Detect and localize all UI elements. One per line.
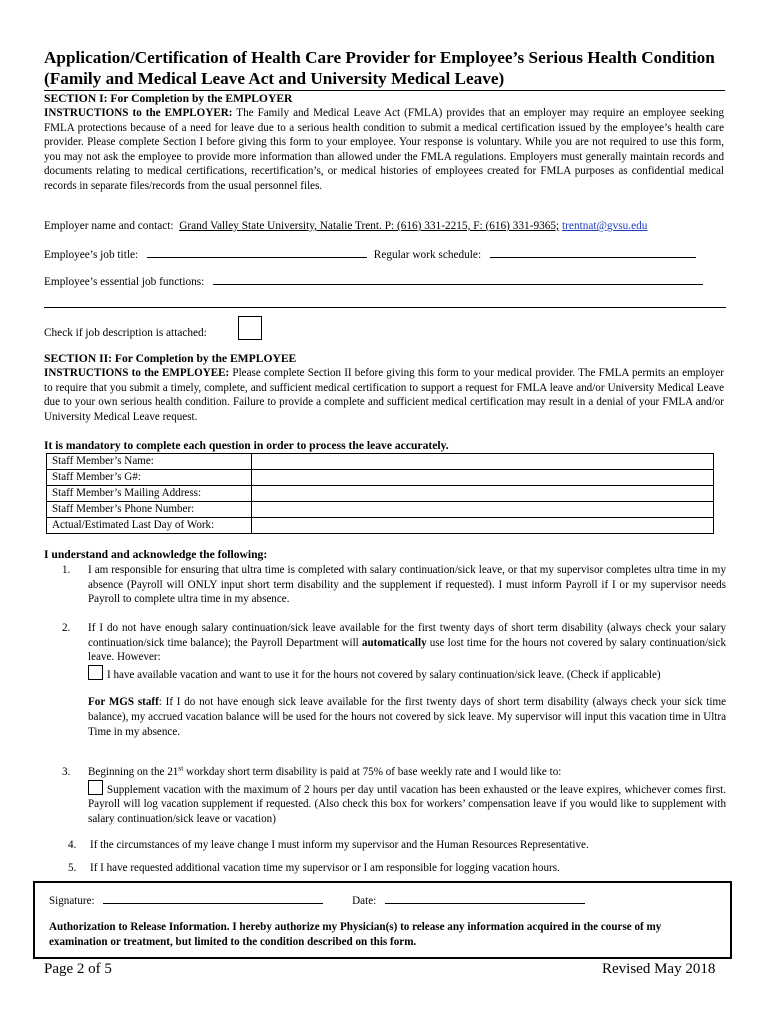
section-2-heading: SECTION II: For Completion by the EMPLOYEE [44,352,297,365]
section-1-instr-label: INSTRUCTIONS to the EMPLOYER: [44,107,233,119]
ack-item-2-text-b: use lost time for the hours not covered by salary continuation/sick leave. However: [88,636,726,664]
job-title-row [44,246,696,262]
ack-item-5 [44,861,726,876]
job-title-field[interactable] [147,246,367,258]
job-functions-field[interactable] [213,273,703,285]
date-field[interactable] [385,892,585,904]
ack-item-3-text-a: Beginning on the 21 [88,766,179,778]
job-description-attached-checkbox[interactable] [238,316,262,340]
employer-email-link[interactable]: trentnat@gvsu.edu [562,220,648,232]
ack-item-5-text: If I have requested additional vacation time my supervisor or I am responsible for logging vacation hours. [90,862,560,874]
staff-name-label: Staff Member’s Name: [47,454,252,470]
ack-item-2-text [88,621,726,665]
ack-item-4 [44,838,726,853]
ack-item-3-text-b: workday short term disability is paid at 75% of base weekly rate and I would like to: [183,766,562,778]
title-divider [44,90,725,91]
table-row [47,470,714,486]
mandatory-notice: It is mandatory to complete each question in order to process the leave accurately. [44,439,449,452]
section-1-instr-text: The Family and Medical Leave Act (FMLA) provides that an employer may require an employee seeking FMLA protections because of a need for leave due to a serious health condition to submit a medical certification issued by the employee’s health care provider. Please complete Section I before giving this form to your employee. Your response is voluntary. While you are not required to use this form, you may not ask the employee to provide more information than allowed under the FMLA regulations. Employers must generally maintain records and documents relating to medical certifications, recertification’s, or medical histories of employees created for FMLA purposes as confidential medical records in separate files/records from the usual personnel files. [44,107,724,192]
supplement-option-text: Supplement vacation with the maximum of 2 hours per day until vacation has been exhausted or the leave expires, whichever comes first. Payroll will log vacation supplement if requested. (Also check this box for workers’ compensation leave if you would like to supplement with salary continuation/sick leave or vacation) [88,783,726,825]
staff-info-table [46,453,714,534]
employer-contact-label: Employer name and contact: [44,220,174,232]
job-functions-row [44,273,703,289]
ack-item-3-text [88,765,726,780]
page-title [44,47,734,89]
signature-field[interactable] [103,892,323,904]
ack-item-4-number: 4. [68,839,77,851]
employer-contact-row [44,219,647,233]
section-1-instructions [44,106,724,194]
mgs-staff-text: : If I do not have enough sick leave available for the first twenty days of short term disability (always check your sick time balance), my accrued vacation balance will be used for the hours not covered by sick leave. My supervisor will input this vacation time in Ultra Time in my absence. [88,696,726,738]
job-title-label: Employee’s job title: [44,249,139,261]
last-day-label: Actual/Estimated Last Day of Work: [47,518,252,534]
staff-address-label: Staff Member’s Mailing Address: [47,486,252,502]
ack-item-3-number: 3. [62,766,71,778]
title-line-1: Application/Certification of Health Care Provider for Employee’s Serious Health Condition [44,48,715,67]
section-2-instructions [44,366,724,424]
authorization-text: Authorization to Release Information. I hereby authorize my Physician(s) to release any information acquired in the course of my examination or treatment, but limited to the condition described on this form. [49,921,662,948]
ack-item-1 [44,563,726,607]
date-label: Date: [352,895,377,907]
ack-item-1-text: I am responsible for ensuring that ultra time is completed with salary continuation/sick leave, or that my supervisor completes ultra time in my absence (Payroll will ONLY input short term disability and the supplement if requested). I must inform Payroll if I or my supervisor needs Payroll to complete ultra time in my absence. [88,564,726,606]
ack-item-2-text-a: If I do not have enough salary continuation/sick leave available for the first twenty days of short term disability (always check your salary continuation/sick time balance); the Payroll Department will [88,622,726,649]
job-description-attached-row [44,326,207,340]
vacation-checkbox[interactable] [88,665,103,680]
revision-date: Revised May 2018 [602,961,716,977]
table-row [47,518,714,534]
staff-phone-label: Staff Member’s Phone Number: [47,502,252,518]
section-2-instr-text: Please complete Section II before giving this form to your medical provider. The FMLA permits an employer to require that you submit a timely, complete, and sufficient medical certification to support a request for FMLA leave and/or University Medical Leave due to your own serious health condition. Failure to provide a complete and sufficient medical certification may result in a denial of your FMLA and/or University Medical Leave request. [44,367,724,423]
staff-name-field[interactable] [252,454,714,470]
job-description-attached-label: Check if job description is attached: [44,327,207,339]
acknowledge-heading: I understand and acknowledge the following: [44,548,268,561]
signature-label: Signature: [49,895,95,907]
ack-item-4-text: If the circumstances of my leave change I must inform my supervisor and the Human Resources Representative. [90,839,589,851]
page-number: Page 2 of 5 [44,961,112,977]
title-line-2: (Family and Medical Leave Act and University Medical Leave) [44,69,505,88]
ack-item-2 [44,621,726,739]
ack-item-5-number: 5. [68,862,77,874]
table-row [47,454,714,470]
ack-item-3 [44,765,726,826]
mgs-staff-label: For MGS staff [88,696,159,709]
employer-contact-value: Grand Valley State University, Natalie Trent. P: (616) 331-2215, F: (616) 331-9365; [179,220,560,232]
ack-item-3-sup: st [178,763,184,773]
staff-gnumber-field[interactable] [252,470,714,486]
ack-item-1-number: 1. [62,564,71,576]
job-functions-label: Employee’s essential job functions: [44,276,205,288]
mgs-staff-note [88,695,726,739]
supplement-checkbox[interactable] [88,780,103,795]
ack-item-2-number: 2. [62,622,71,634]
table-row [47,486,714,502]
last-day-field[interactable] [252,518,714,534]
staff-phone-field[interactable] [252,502,714,518]
work-schedule-label: Regular work schedule: [373,249,482,261]
work-schedule-field[interactable] [490,246,696,258]
signature-row [49,892,585,907]
vacation-option [88,665,726,683]
signature-box [33,881,732,959]
staff-address-field[interactable] [252,486,714,502]
ack-item-2-bold: automatically [361,636,427,649]
section-1-heading: SECTION I: For Completion by the EMPLOYER [44,92,293,105]
vacation-option-text: I have available vacation and want to use it for the hours not covered by salary continuation/sick leave. (Check if applicable) [107,668,661,681]
staff-gnumber-label: Staff Member’s G#: [47,470,252,486]
section-2-instr-label: INSTRUCTIONS to the EMPLOYEE: [44,367,230,379]
job-functions-extra-line[interactable] [44,307,726,308]
supplement-option [88,780,726,827]
table-row [47,502,714,518]
